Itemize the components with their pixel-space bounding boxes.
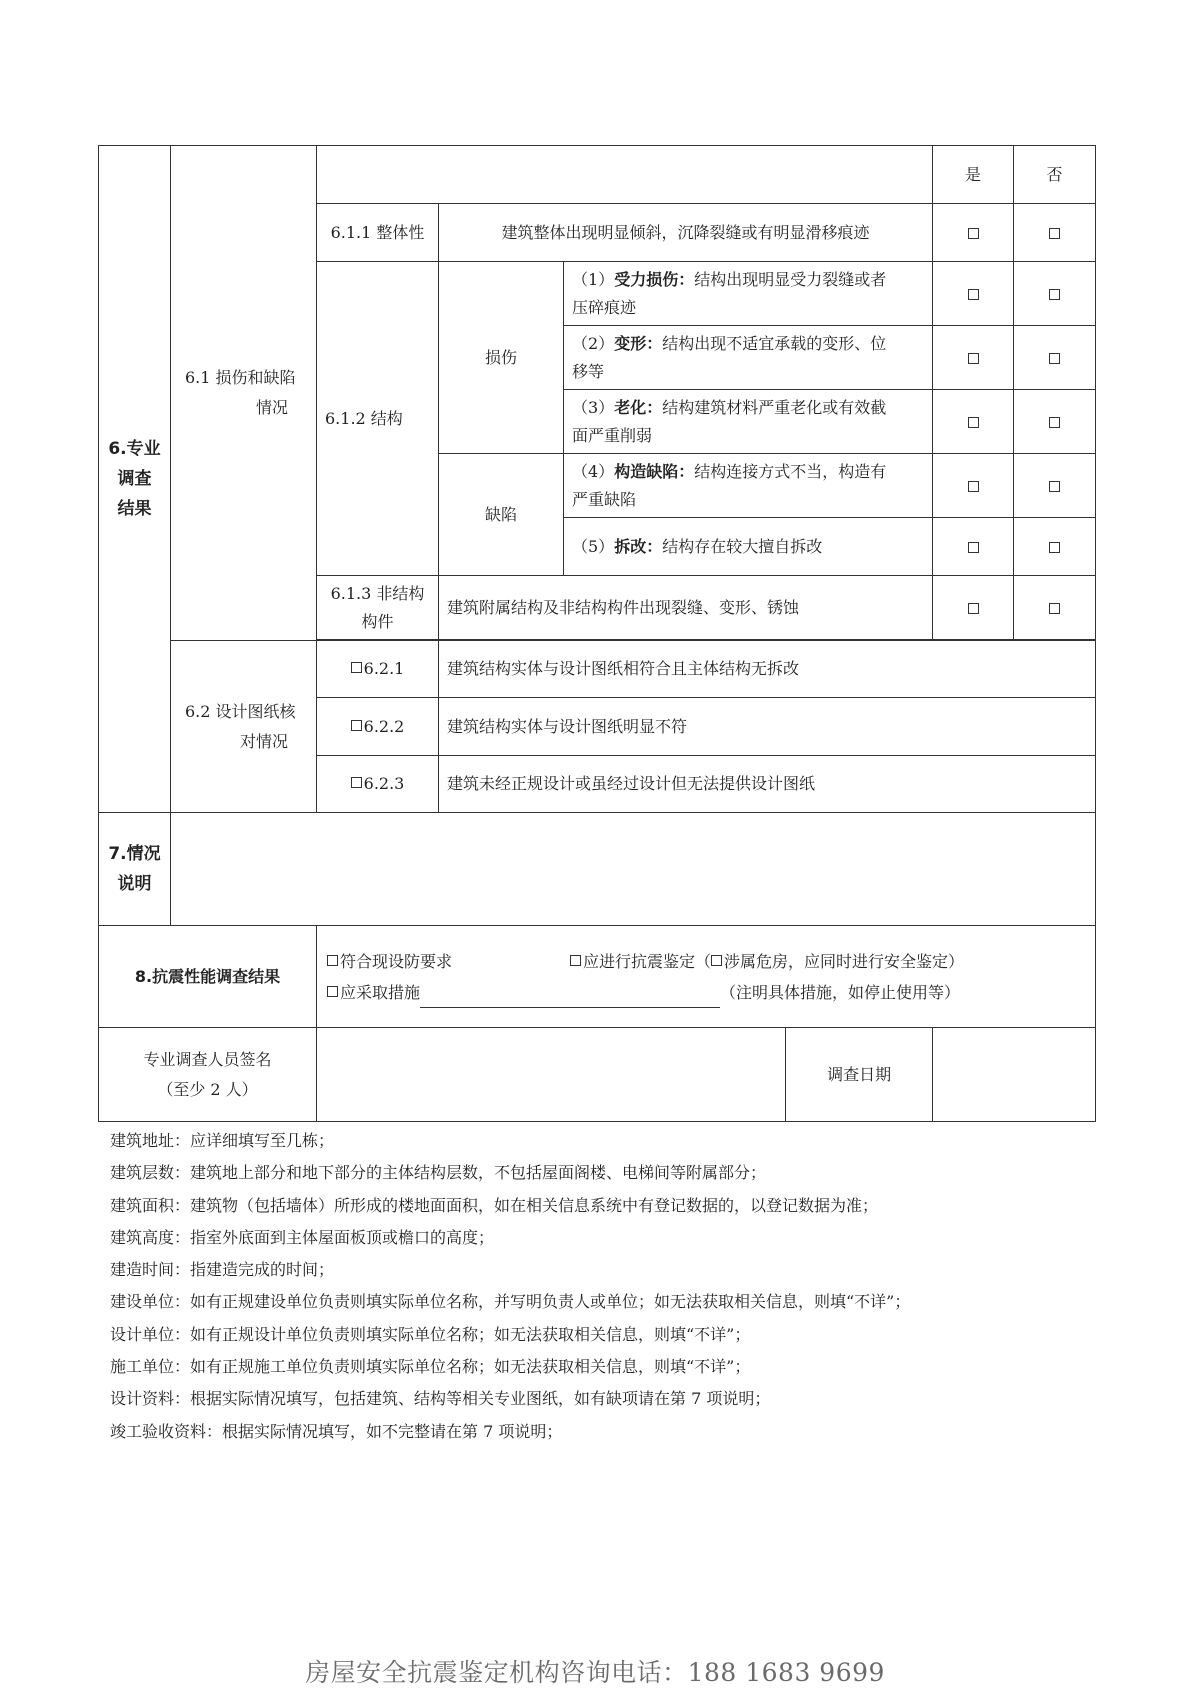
s611-label: 6.1.1 整体性 [317, 204, 439, 262]
checkbox-icon [351, 720, 362, 731]
s623-checkbox[interactable]: 6.2.3 [317, 756, 439, 813]
header-blank [317, 146, 933, 204]
note-item: 设计单位：如有正规设计单位负责则填实际单位名称；如无法获取相关信息，则填“不详”； [110, 1324, 751, 1344]
checkbox-icon [1049, 481, 1060, 492]
s612-item-1-no-checkbox[interactable] [1014, 262, 1096, 326]
checkbox-icon [327, 986, 338, 997]
s612-item-3-yes-checkbox[interactable] [933, 390, 1014, 454]
s612-item-1-yes-checkbox[interactable] [933, 262, 1014, 326]
checkbox-icon [968, 228, 979, 239]
s611-text: 建筑整体出现明显倾斜，沉降裂缝或有明显滑移痕迹 [439, 204, 933, 262]
survey-table [98, 145, 1096, 1122]
s621-text: 建筑结构实体与设计图纸相符合且主体结构无拆改 [439, 641, 1096, 698]
damage-label: 损伤 [439, 262, 564, 454]
s613-label: 6.1.3 非结构 构件 [317, 576, 439, 640]
s612-item-5-no-checkbox[interactable] [1014, 518, 1096, 576]
s612-item-5: （5）拆改：结构存在较大擅自拆改 [564, 518, 933, 576]
s613-no-checkbox[interactable] [1014, 576, 1096, 640]
checkbox-icon [351, 777, 362, 788]
checkbox-icon [711, 955, 722, 966]
date-field[interactable] [933, 1028, 1096, 1122]
s612-item-4-no-checkbox[interactable] [1014, 454, 1096, 518]
s612-item-1: （1）受力损伤：结构出现明显受力裂缝或者 压碎痕迹 [564, 262, 933, 326]
note-item: 建筑层数：建筑地上部分和地下部分的主体结构层数，不包括屋面阁楼、电梯间等附属部分； [110, 1163, 767, 1183]
s622-text: 建筑结构实体与设计图纸明显不符 [439, 698, 1096, 756]
opt-dangerous-house[interactable]: 涉属危房，应同时进行安全鉴定） [711, 952, 964, 971]
s612-item-2: （2）变形：结构出现不适宜承载的变形、位 移等 [564, 326, 933, 390]
checkbox-icon [968, 417, 979, 428]
no-header: 否 [1014, 146, 1096, 204]
notes-list [110, 1125, 910, 1448]
signature-field[interactable] [317, 1028, 786, 1121]
checkbox-icon [351, 662, 362, 673]
note-item: 施工单位：如有正规施工单位负责则填实际单位名称；如无法获取相关信息，则填“不详”； [110, 1357, 751, 1377]
s612-item-5-yes-checkbox[interactable] [933, 518, 1014, 576]
note-item: 建筑高度：指室外底面到主体屋面板顶或檐口的高度； [110, 1227, 495, 1247]
checkbox-icon [1049, 228, 1060, 239]
signature-inner-table [317, 1028, 932, 1121]
section8-title: 8.抗震性能调查结果 [99, 926, 317, 1028]
s612-item-4-yes-checkbox[interactable] [933, 454, 1014, 518]
note-item: 建造时间：指建造完成的时间； [110, 1260, 335, 1280]
opt-take-measures[interactable]: 应采取措施 [327, 983, 420, 1002]
s612-item-2-no-checkbox[interactable] [1014, 326, 1096, 390]
checkbox-icon [327, 955, 338, 966]
signature-row-inner [317, 1028, 933, 1122]
section6-title: 6.专业 调查 结果 [99, 146, 171, 813]
s612-item-2-yes-checkbox[interactable] [933, 326, 1014, 390]
checkbox-icon [570, 955, 581, 966]
s621-checkbox[interactable]: 6.2.1 [317, 641, 439, 698]
note-item: 建筑面积：建筑物（包括墙体）所形成的楼地面面积，如在相关信息系统中有登记数据的，以登记数据为准； [110, 1195, 879, 1215]
note-item: 设计资料：根据实际情况填写，包括建筑、结构等相关专业图纸，如有缺项请在第 7 项说明； [110, 1389, 771, 1409]
checkbox-icon [968, 603, 979, 614]
s611-yes-checkbox[interactable] [933, 204, 1014, 262]
s613-text: 建筑附属结构及非结构构件出现裂缝、变形、锈蚀 [439, 576, 933, 640]
s613-yes-checkbox[interactable] [933, 576, 1014, 640]
s611-no-checkbox[interactable] [1014, 204, 1096, 262]
section8-options: 符合现设防要求 应进行抗震鉴定（ 涉属危房，应同时进行安全鉴定） 应采取措施 （注明具体措施，如停止使用等） [317, 926, 1096, 1028]
checkbox-icon [1049, 353, 1060, 364]
checkbox-icon [1049, 417, 1060, 428]
defect-label: 缺陷 [439, 454, 564, 576]
checkbox-icon [968, 353, 979, 364]
note-item: 竣工验收资料：根据实际情况填写，如不完整请在第 7 项说明； [110, 1421, 563, 1441]
note-item: 建设单位：如有正规建设单位负责则填实际单位名称，并写明负责人或单位；如无法获取相关信息，则填“不详”； [110, 1292, 911, 1312]
checkbox-icon [1049, 289, 1060, 300]
yes-header: 是 [933, 146, 1014, 204]
section7-content[interactable] [171, 813, 1096, 926]
checkbox-icon [968, 289, 979, 300]
date-label: 调查日期 [786, 1028, 932, 1121]
s612-item-4: （4）构造缺陷：结构连接方式不当，构造有 严重缺陷 [564, 454, 933, 518]
checkbox-icon [1049, 542, 1060, 553]
s612-item-3-no-checkbox[interactable] [1014, 390, 1096, 454]
s622-checkbox[interactable]: 6.2.2 [317, 698, 439, 756]
s612-item-3: （3）老化：结构建筑材料严重老化或有效截 面严重削弱 [564, 390, 933, 454]
signature-label: 专业调查人员签名 （至少 2 人） [99, 1028, 317, 1122]
s623-text: 建筑未经正规设计或虽经过设计但无法提供设计图纸 [439, 756, 1096, 813]
checkbox-icon [968, 542, 979, 553]
footer-contact: 房屋安全抗震鉴定机构咨询电话：188 1683 9699 [305, 1658, 885, 1687]
measures-input[interactable] [420, 989, 720, 1008]
s612-label: 6.1.2 结构 [317, 262, 439, 576]
opt-seismic-appraisal[interactable]: 应进行抗震鉴定（ [570, 952, 711, 971]
section62-label: 6.2 设计图纸核 对情况 [171, 641, 317, 813]
checkbox-icon [1049, 603, 1060, 614]
opt-compliant[interactable]: 符合现设防要求 [327, 952, 452, 971]
checkbox-icon [968, 481, 979, 492]
note-item: 建筑地址：应详细填写至几栋； [110, 1131, 335, 1150]
section61-label: 6.1 损伤和缺陷 情况 [171, 146, 317, 641]
section7-title: 7.情况 说明 [99, 813, 171, 926]
